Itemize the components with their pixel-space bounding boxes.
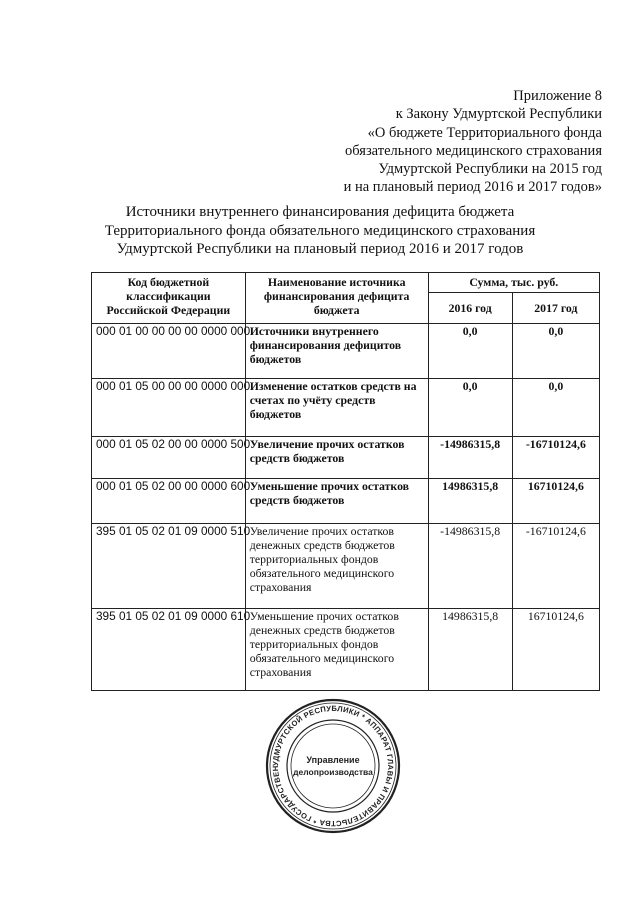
appendix-line: «О бюджете Территориального фонда xyxy=(367,124,602,141)
row-value-2017: -16710124,6 xyxy=(512,437,599,479)
table-row xyxy=(92,324,600,379)
appendix-line: Удмуртской Республики на 2015 год xyxy=(378,161,602,178)
row-name: Увеличение прочих остатков средств бюджетов xyxy=(245,437,428,479)
row-value-2016: 0,0 xyxy=(428,379,512,437)
row-code: 395 01 05 02 01 09 0000 510 xyxy=(92,524,246,609)
row-code: 000 01 05 02 00 00 0000 500 xyxy=(92,437,246,479)
stamp-seal-icon xyxy=(264,697,402,835)
row-name: Уменьшение прочих остатков денежных средств бюджетов территориальных фондов обязательного медицинского страхования xyxy=(245,609,428,691)
table-row xyxy=(92,524,600,609)
appendix-line: и на плановый период 2016 и 2017 годов» xyxy=(343,179,602,196)
header-name: Наименование источника финансирования дефицита бюджета xyxy=(245,273,428,324)
table-row xyxy=(92,609,600,691)
budget-sources-table xyxy=(91,272,600,691)
row-value-2017: 16710124,6 xyxy=(512,479,599,524)
row-value-2017: 16710124,6 xyxy=(512,609,599,691)
title-line: Удмуртской Республики на плановый период 2016 и 2017 годов xyxy=(116,241,524,257)
stamp-center-line: Управление xyxy=(306,755,360,765)
header-sum: Сумма, тыс. руб. xyxy=(428,273,599,293)
header-code: Код бюджетной классификации Российской Федерации xyxy=(92,273,246,324)
appendix-line: обязательного медицинского страхования xyxy=(345,142,602,159)
row-value-2017: -16710124,6 xyxy=(512,524,599,609)
row-value-2016: -14986315,8 xyxy=(428,524,512,609)
row-code: 000 01 00 00 00 00 0000 000 xyxy=(92,324,246,379)
row-value-2016: 14986315,8 xyxy=(428,609,512,691)
row-value-2016: 14986315,8 xyxy=(428,479,512,524)
row-name: Уменьшение прочих остатков средств бюджетов xyxy=(245,479,428,524)
row-value-2016: -14986315,8 xyxy=(428,437,512,479)
row-code: 000 01 05 00 00 00 0000 000 xyxy=(92,379,246,437)
stamp-ring-text: УДМУРТСКОЙ РЕСПУБЛИКИ * АППАРАТ ГЛАВЫ И ПРАВИТЕЛЬСТВА * ГОСУДАРСТВЕН xyxy=(270,703,396,829)
document-title xyxy=(0,203,640,259)
table-row xyxy=(92,479,600,524)
row-code: 000 01 05 02 00 00 0000 600 xyxy=(92,479,246,524)
row-value-2017: 0,0 xyxy=(512,379,599,437)
official-stamp xyxy=(264,697,402,835)
appendix-line: Приложение 8 xyxy=(513,88,602,104)
row-name: Увеличение прочих остатков денежных средств бюджетов территориальных фондов обязательного медицинского страхования xyxy=(245,524,428,609)
title-line: Территориального фонда обязательного медицинского страхования xyxy=(104,222,536,239)
row-value-2017: 0,0 xyxy=(512,324,599,379)
appendix-header xyxy=(162,87,602,197)
row-name: Источники внутреннего финансирования дефицитов бюджетов xyxy=(245,324,428,379)
row-value-2016: 0,0 xyxy=(428,324,512,379)
header-2016: 2016 год xyxy=(428,293,512,324)
table-row xyxy=(92,379,600,437)
header-2017: 2017 год xyxy=(512,293,599,324)
table-row xyxy=(92,437,600,479)
row-code: 395 01 05 02 01 09 0000 610 xyxy=(92,609,246,691)
title-line: Источники внутреннего финансирования дефицита бюджета xyxy=(125,204,515,220)
stamp-center-line: делопроизводства xyxy=(293,767,373,777)
row-name: Изменение остатков средств на счетах по учёту средств бюджетов xyxy=(245,379,428,437)
appendix-line: к Закону Удмуртской Республики xyxy=(395,106,602,123)
